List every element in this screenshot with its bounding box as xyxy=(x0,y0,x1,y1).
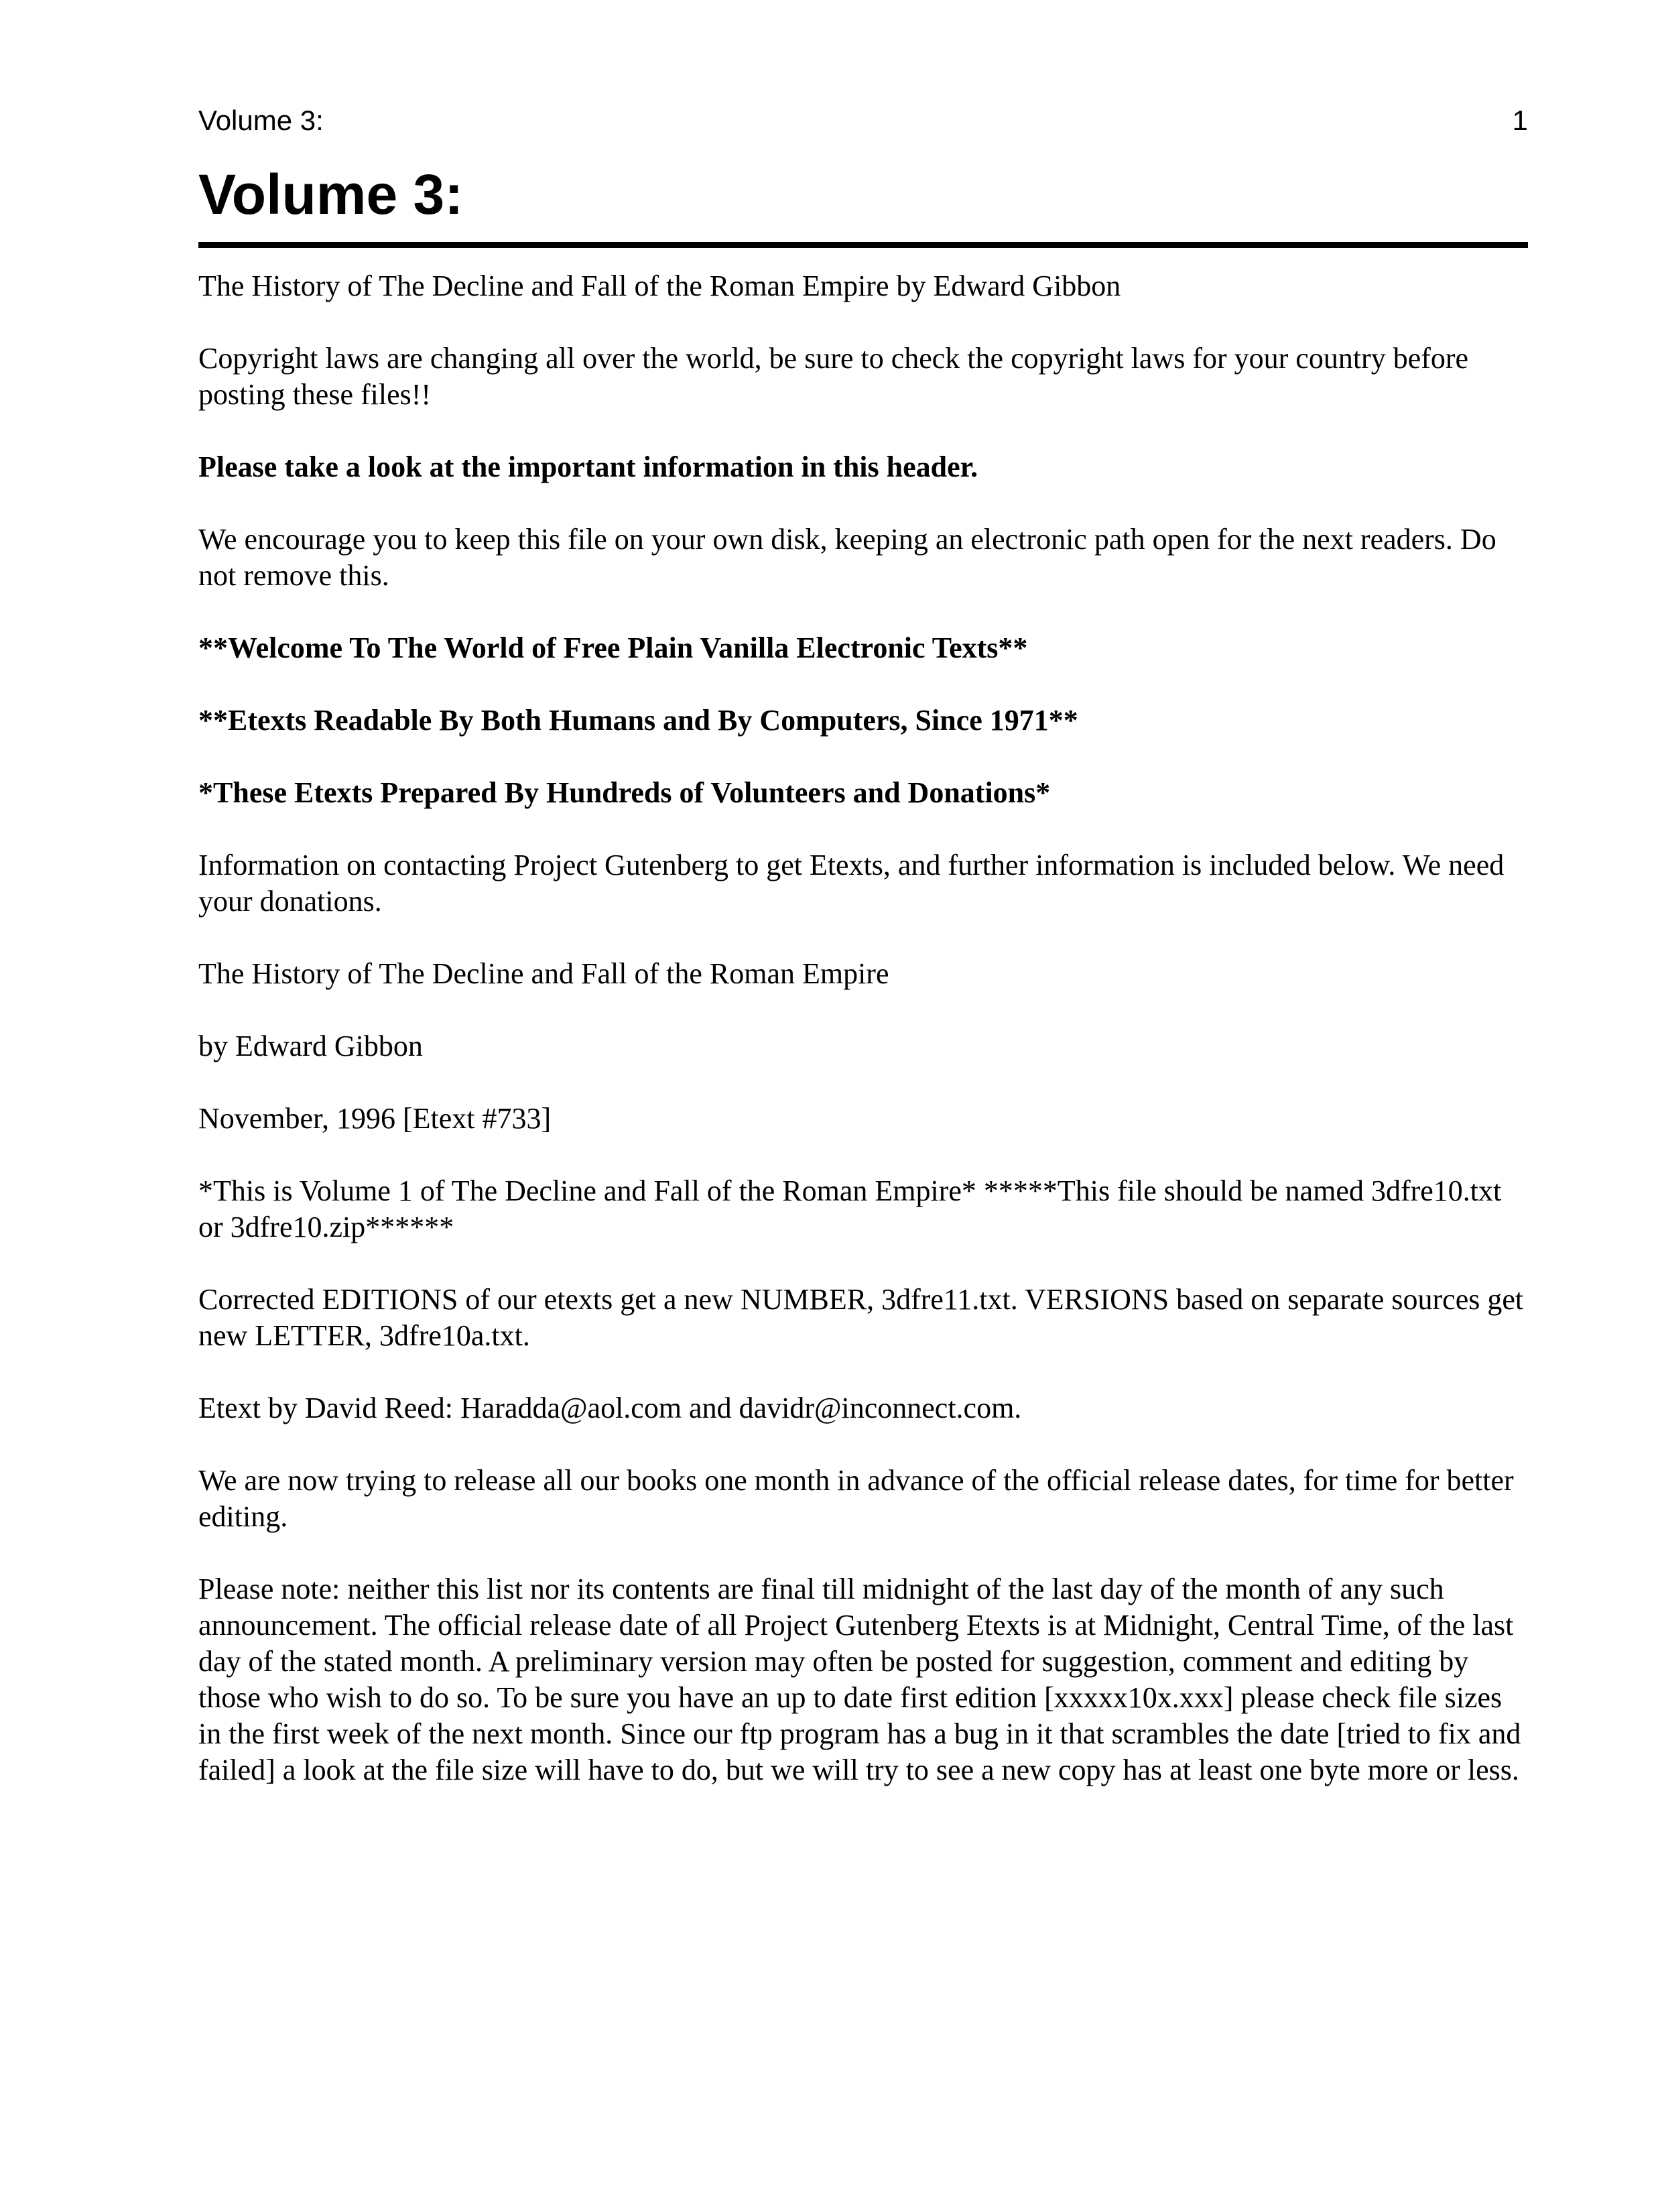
running-title: Volume 3: xyxy=(198,105,324,136)
paragraph-copyright-notice: Copyright laws are changing all over the world, be sure to check the copyright laws for your country before posting these files!! xyxy=(198,342,1469,411)
paragraph-readable: **Etexts Readable By Both Humans and By Computers, Since 1971** xyxy=(198,704,1078,737)
paragraph-header-notice: Please take a look at the important information in this header. xyxy=(198,450,978,483)
paragraph-etext-credit: Etext by David Reed: Haradda@aol.com and davidr@inconnect.com. xyxy=(198,1392,1022,1424)
chapter-title: Volume 3: xyxy=(198,163,464,226)
running-header xyxy=(198,102,1528,139)
title-divider xyxy=(198,242,1528,248)
paragraph-author: by Edward Gibbon xyxy=(198,1030,423,1062)
paragraph-volunteers: *These Etexts Prepared By Hundreds of Volunteers and Donations* xyxy=(198,776,1051,809)
paragraph-volume-note: *This is Volume 1 of The Decline and Fall of the Roman Empire* *****This file should be named 3dfre10.txt or 3dfre10.zip****** xyxy=(198,1174,1502,1243)
paragraph-keep-file: We encourage you to keep this file on your own disk, keeping an electronic path open for the next readers. Do not remove this. xyxy=(198,523,1496,592)
paragraph-editions: Corrected EDITIONS of our etexts get a new NUMBER, 3dfre11.txt. VERSIONS based on separate sources get new LETTER, 3dfre10a.txt. xyxy=(198,1283,1524,1352)
paragraph-date: November, 1996 [Etext #733] xyxy=(198,1102,552,1135)
paragraph-release-advance: We are now trying to release all our books one month in advance of the official release dates, for time for better editing. xyxy=(198,1464,1514,1533)
paragraph-release-note: Please note: neither this list nor its contents are final till midnight of the last day of the month of any such announcement. The official release date of all Project Gutenberg Etexts is at Midnight, Central Time, of the last day of the stated month. A preliminary version may often be posted for suggestion, comment and editing by those who wish to do so. To be sure you have an up to date first edition [xxxxx10x.xxx] please check file sizes in the first week of the next month. Since our ftp program has a bug in it that scrambles the date [tried to fix and failed] a look at the file size will have to do, but we will try to see a new copy has at least one byte more or less. xyxy=(198,1573,1521,1786)
paragraph-welcome: **Welcome To The World of Free Plain Vanilla Electronic Texts** xyxy=(198,631,1028,664)
page-number: 1 xyxy=(1512,105,1528,136)
paragraph-title: The History of The Decline and Fall of the Roman Empire xyxy=(198,957,889,990)
paragraph-book-title: The History of The Decline and Fall of the Roman Empire by Edward Gibbon xyxy=(198,269,1121,302)
body-text xyxy=(198,268,1528,1825)
paragraph-contact-info: Information on contacting Project Gutenberg to get Etexts, and further information is included below. We need your donations. xyxy=(198,849,1505,918)
